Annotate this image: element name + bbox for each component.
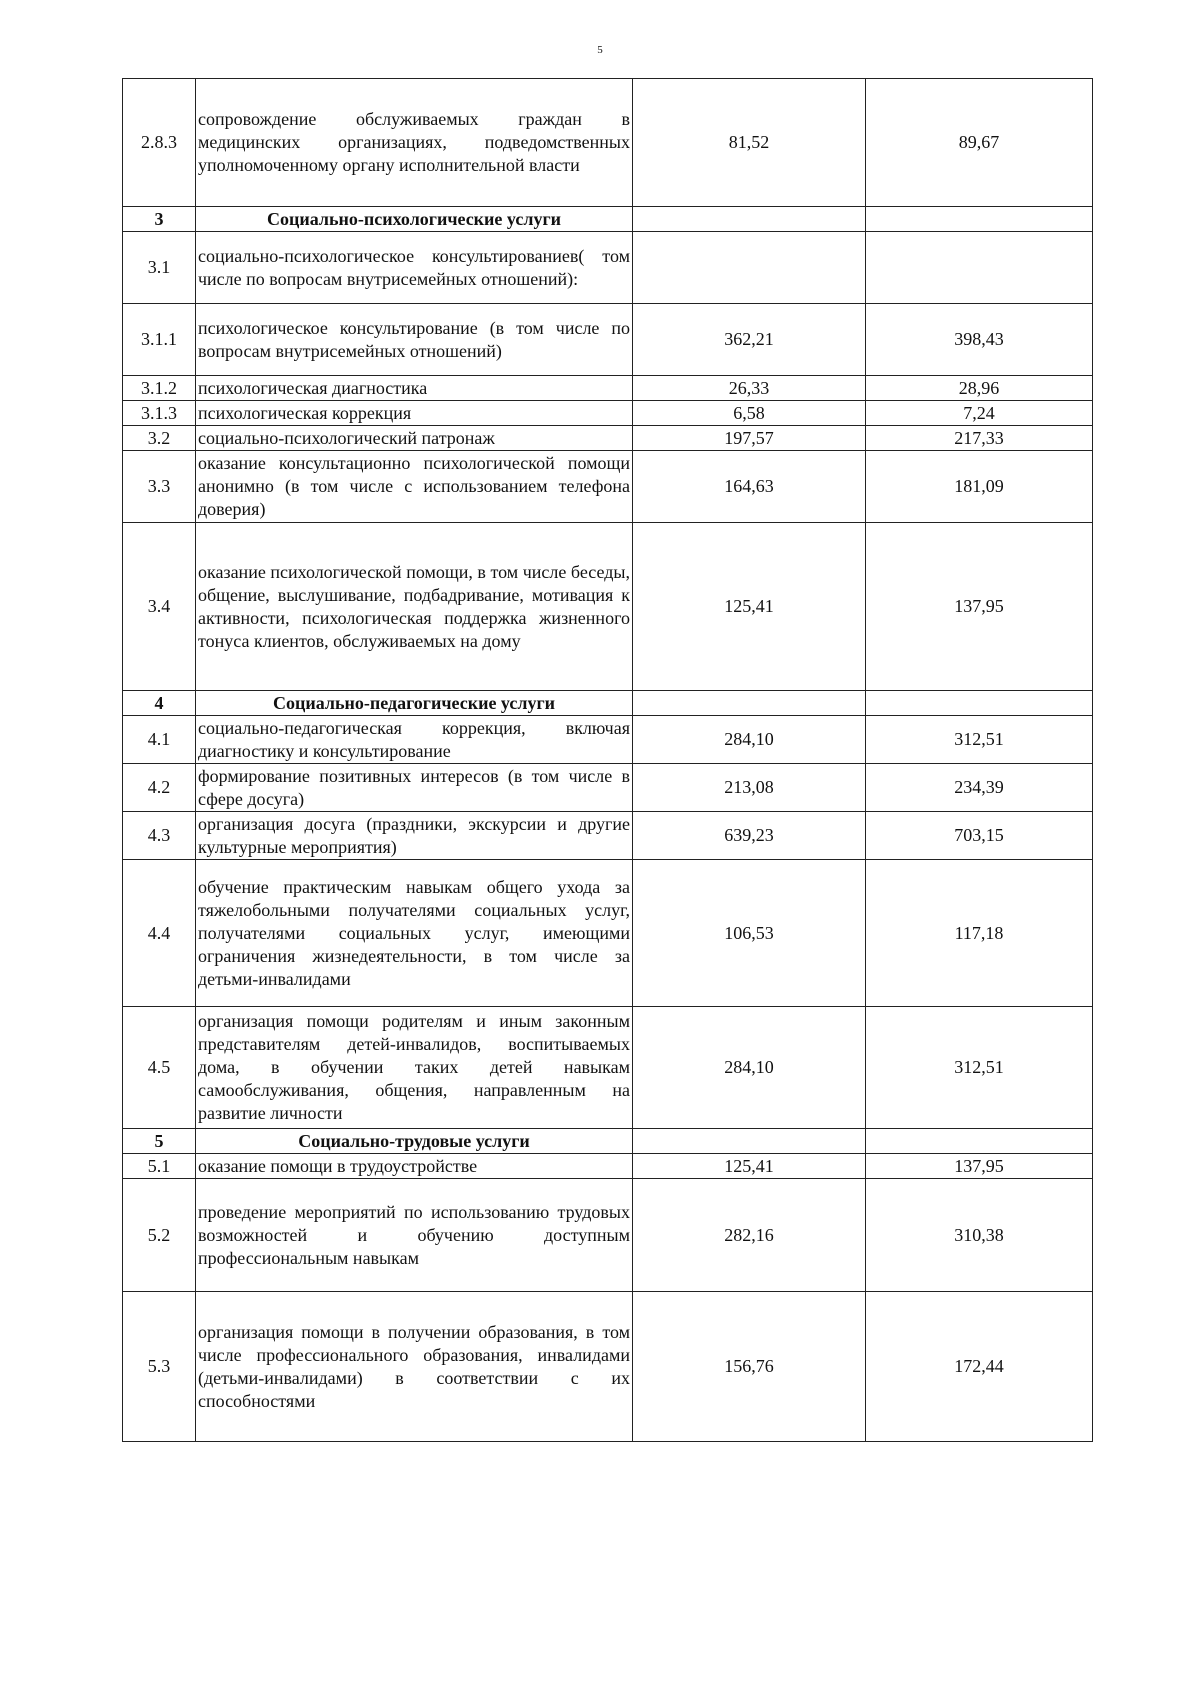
row-description: оказание консультационно психологической помощи анонимно (в том числе с использованием телефона доверия) xyxy=(196,451,633,523)
row-value-1: 282,16 xyxy=(633,1179,866,1292)
row-value-2 xyxy=(866,691,1093,716)
row-value-2: 137,95 xyxy=(866,523,1093,691)
row-value-2: 172,44 xyxy=(866,1292,1093,1442)
row-code: 3.1.3 xyxy=(123,401,196,426)
row-description: проведение мероприятий по использованию трудовых возможностей и обучению доступным профессиональным навыкам xyxy=(196,1179,633,1292)
table-row xyxy=(123,79,1093,207)
row-value-2: 217,33 xyxy=(866,426,1093,451)
row-value-1 xyxy=(633,207,866,232)
row-code: 3.2 xyxy=(123,426,196,451)
row-code: 5.2 xyxy=(123,1179,196,1292)
table-row xyxy=(123,451,1093,523)
row-description: обучение практическим навыкам общего ухода за тяжелобольными получателями социальных услуг, получателями социальных услуг, имеющими ограничения жизнедеятельности, в том числе за детьми-инвалидами xyxy=(196,860,633,1007)
row-description: психологическая коррекция xyxy=(196,401,633,426)
row-value-2: 312,51 xyxy=(866,1007,1093,1129)
row-description: формирование позитивных интересов (в том числе в сфере досуга) xyxy=(196,764,633,812)
row-value-1: 125,41 xyxy=(633,1154,866,1179)
row-value-1: 6,58 xyxy=(633,401,866,426)
table-row xyxy=(123,523,1093,691)
row-value-1: 639,23 xyxy=(633,812,866,860)
row-value-1: 81,52 xyxy=(633,79,866,207)
table-row xyxy=(123,860,1093,1007)
row-value-1: 125,41 xyxy=(633,523,866,691)
table-row xyxy=(123,1179,1093,1292)
row-code: 4.2 xyxy=(123,764,196,812)
table-row xyxy=(123,232,1093,304)
row-value-1: 284,10 xyxy=(633,1007,866,1129)
row-value-2: 137,95 xyxy=(866,1154,1093,1179)
page-number: 5 xyxy=(597,44,603,56)
row-value-2: 234,39 xyxy=(866,764,1093,812)
table-row xyxy=(123,1154,1093,1179)
row-code: 3.1 xyxy=(123,232,196,304)
section-title: Социально-педагогические услуги xyxy=(196,691,633,716)
row-code: 3.1.1 xyxy=(123,304,196,376)
row-description: психологическая диагностика xyxy=(196,376,633,401)
row-value-1: 156,76 xyxy=(633,1292,866,1442)
row-value-2: 117,18 xyxy=(866,860,1093,1007)
row-value-2: 7,24 xyxy=(866,401,1093,426)
row-value-2: 28,96 xyxy=(866,376,1093,401)
row-value-2: 181,09 xyxy=(866,451,1093,523)
services-price-table xyxy=(122,78,1093,1442)
section-row xyxy=(123,1129,1093,1154)
row-description: организация помощи в получении образования, в том числе профессионального образования, инвалидами (детьми-инвалидами) в соответствии с их способностями xyxy=(196,1292,633,1442)
row-value-2: 310,38 xyxy=(866,1179,1093,1292)
section-code: 4 xyxy=(123,691,196,716)
table-row xyxy=(123,764,1093,812)
row-value-1: 26,33 xyxy=(633,376,866,401)
section-code: 5 xyxy=(123,1129,196,1154)
row-description: оказание психологической помощи, в том числе беседы, общение, выслушивание, подбадривание, мотивация к активности, психологическая поддержка жизненного тонуса клиентов, обслуживаемых на дому xyxy=(196,523,633,691)
row-value-2: 312,51 xyxy=(866,716,1093,764)
table-row xyxy=(123,376,1093,401)
row-value-2 xyxy=(866,1129,1093,1154)
row-code: 5.1 xyxy=(123,1154,196,1179)
row-code: 3.4 xyxy=(123,523,196,691)
row-description: психологическое консультирование (в том числе по вопросам внутрисемейных отношений) xyxy=(196,304,633,376)
row-code: 3.3 xyxy=(123,451,196,523)
row-code: 3.1.2 xyxy=(123,376,196,401)
section-row xyxy=(123,207,1093,232)
table-row xyxy=(123,304,1093,376)
row-value-1: 213,08 xyxy=(633,764,866,812)
table-row xyxy=(123,716,1093,764)
row-code: 4.5 xyxy=(123,1007,196,1129)
row-description: социально-психологический патронаж xyxy=(196,426,633,451)
section-code: 3 xyxy=(123,207,196,232)
row-value-1: 106,53 xyxy=(633,860,866,1007)
table-row xyxy=(123,812,1093,860)
row-code: 5.3 xyxy=(123,1292,196,1442)
row-value-1 xyxy=(633,1129,866,1154)
row-description: социально-педагогическая коррекция, включая диагностику и консультирование xyxy=(196,716,633,764)
row-value-1 xyxy=(633,691,866,716)
row-code: 4.1 xyxy=(123,716,196,764)
table-row xyxy=(123,1007,1093,1129)
row-description: организация досуга (праздники, экскурсии и другие культурные мероприятия) xyxy=(196,812,633,860)
row-description: организация помощи родителям и иным законным представителям детей-инвалидов, воспитываемых дома, в обучении таких детей навыкам самообслуживания, общения, направленным на развитие личности xyxy=(196,1007,633,1129)
row-value-2: 398,43 xyxy=(866,304,1093,376)
row-value-2 xyxy=(866,207,1093,232)
section-title: Социально-психологические услуги xyxy=(196,207,633,232)
section-title: Социально-трудовые услуги xyxy=(196,1129,633,1154)
row-value-1: 197,57 xyxy=(633,426,866,451)
row-code: 4.4 xyxy=(123,860,196,1007)
section-row xyxy=(123,691,1093,716)
row-value-1: 284,10 xyxy=(633,716,866,764)
table-row xyxy=(123,426,1093,451)
row-code: 2.8.3 xyxy=(123,79,196,207)
row-description: сопровождение обслуживаемых граждан в медицинских организациях, подведомственных уполномоченному органу исполнительной власти xyxy=(196,79,633,207)
row-value-1: 164,63 xyxy=(633,451,866,523)
row-value-1 xyxy=(633,232,866,304)
row-description: оказание помощи в трудоустройстве xyxy=(196,1154,633,1179)
row-value-2: 703,15 xyxy=(866,812,1093,860)
table-row xyxy=(123,1292,1093,1442)
row-value-1: 362,21 xyxy=(633,304,866,376)
row-code: 4.3 xyxy=(123,812,196,860)
row-value-2 xyxy=(866,232,1093,304)
row-value-2: 89,67 xyxy=(866,79,1093,207)
row-description: социально-психологическое консультированиев( том числе по вопросам внутрисемейных отношений): xyxy=(196,232,633,304)
table-row xyxy=(123,401,1093,426)
